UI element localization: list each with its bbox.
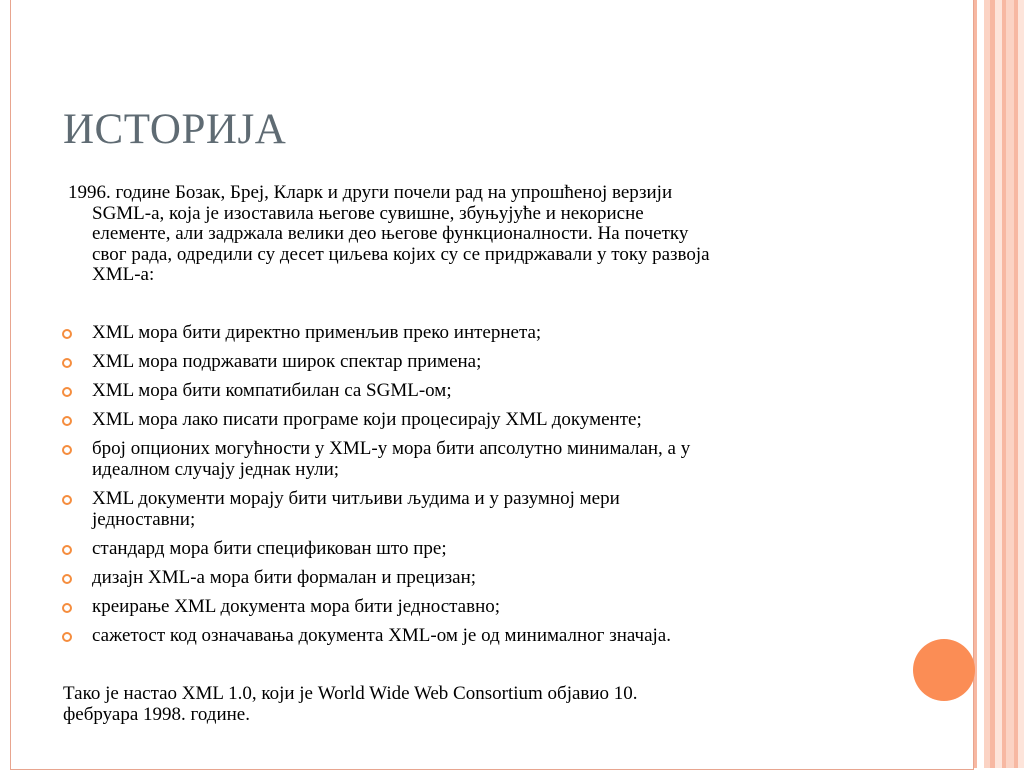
bullet-text: XML документи морају бити читљиви људима и у разумној мери: [92, 488, 620, 509]
circle-bullet-icon: [62, 545, 72, 555]
list-item: [60, 322, 880, 343]
list-item: [60, 538, 880, 559]
bullet-text: сажетост код означавања документа XML-ом је од минималног значаја.: [92, 625, 671, 646]
intro-line: 1996. године Бозак, Бреј, Кларк и други почели рад на упрошћеној верзији: [68, 182, 673, 203]
list-item: [60, 438, 880, 480]
intro-line: XML-а:: [92, 264, 155, 285]
stripe-5: [995, 0, 1002, 768]
bullet-text: број опционих могућности у XML-у мора бити апсолутно минималан, а у: [92, 438, 691, 459]
list-item: [60, 596, 880, 617]
circle-bullet-icon: [62, 495, 72, 505]
circle-bullet-icon: [62, 574, 72, 584]
circle-bullet-icon: [62, 416, 72, 426]
intro-line: елементе, али задржала велики део његове функционалности. На почетку: [92, 223, 689, 244]
circle-bullet-icon: [62, 358, 72, 368]
bullet-text: XML мора бити компатибилан са SGML-ом;: [92, 380, 452, 401]
circle-bullet-icon: [62, 387, 72, 397]
decorative-orange-circle: [913, 639, 975, 701]
decorative-side-stripes: [974, 0, 1024, 768]
outro-line: Тако је настао XML 1.0, који је World Wide Web Consortium објавио 10.: [63, 683, 638, 704]
bullet-text: XML мора бити директно применљив преко интернета;: [92, 322, 542, 343]
bullet-text: стандард мора бити спецификован што пре;: [92, 538, 447, 559]
stripe-2: [977, 0, 984, 768]
bullet-text: XML мора подржавати широк спектар примена;: [92, 351, 482, 372]
stripe-9: [1018, 0, 1024, 768]
intro-line: SGML-а, која је изоставила његове сувишне, збуњујуће и некорисне: [92, 202, 644, 224]
circle-bullet-icon: [62, 632, 72, 642]
list-item: [60, 625, 880, 646]
bullet-text: једноставни;: [92, 509, 196, 530]
circle-bullet-icon: [62, 603, 72, 613]
intro-line: свог рада, одредили су десет циљева којих су се придржавали у току развоја: [92, 243, 710, 265]
list-item: [60, 380, 880, 401]
intro-paragraph: [68, 183, 888, 286]
bullet-text: креирање XML документа мора бити једноставно;: [92, 596, 501, 617]
stripe-7: [1006, 0, 1014, 768]
list-item: [60, 567, 880, 588]
bullet-text: дизајн XML-а мора бити формалан и прецизан;: [92, 567, 477, 588]
bullet-text: XML мора лако писати програме који процесирају XML документе;: [92, 409, 642, 430]
circle-bullet-icon: [62, 445, 72, 455]
circle-bullet-icon: [62, 329, 72, 339]
goals-bullet-list: [60, 322, 880, 654]
bullet-text: идеалном случају једнак нули;: [92, 459, 340, 480]
closing-paragraph: [63, 683, 883, 725]
list-item: [60, 351, 880, 372]
slide-title: ИСТОРИЈА: [63, 106, 287, 153]
list-item: [60, 409, 880, 430]
list-item: [60, 488, 880, 530]
outro-line: фебруара 1998. године.: [63, 704, 250, 725]
